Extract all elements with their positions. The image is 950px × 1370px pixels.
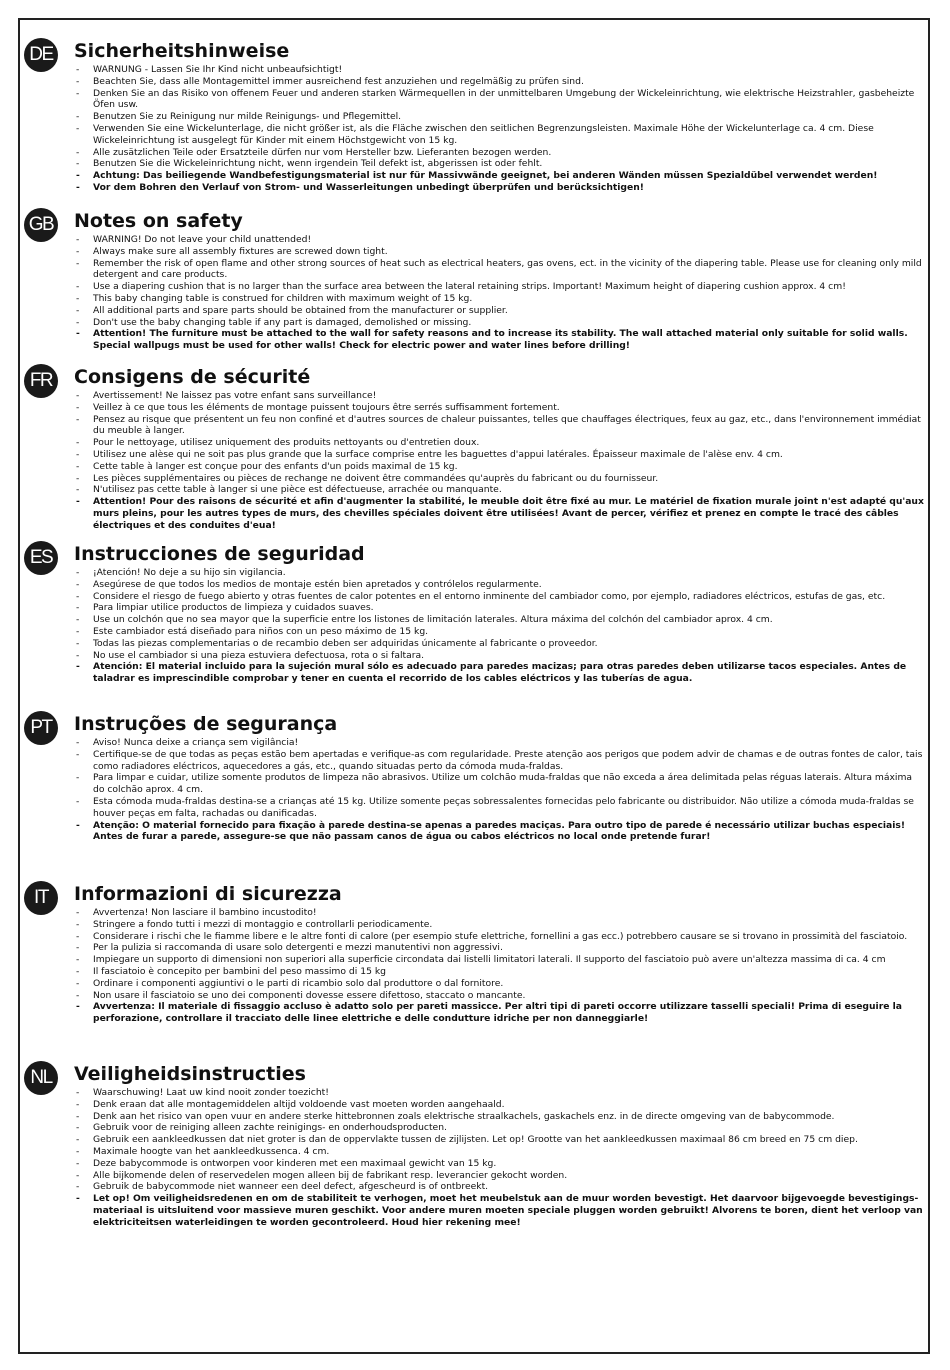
item-text: Benutzen Sie die Wickeleinrichtung nicht, wenn irgendein Teil defekt ist, abgerissen ist oder fehlt. [93, 158, 543, 170]
item-text: Avvertenza: Il materiale di fissaggio accluso è adatto solo per pareti massicce. Per altri tipi di pareti occorre utilizzare tasselli speciali! Prima di eseguire la perforazione, controllare il tracciato delle linee elettriche e delle condutture idriche per non danneggiarle! [93, 1001, 903, 1025]
item-text: Asegúrese de que todos los medios de montaje estén bien apretados y contrólelos regularmente. [93, 578, 542, 590]
list-dash: - [76, 614, 80, 626]
safety-item [74, 246, 924, 258]
safety-item [74, 281, 924, 293]
safety-item [74, 305, 924, 317]
section-title: Instruções de segurança [74, 713, 338, 735]
list-dash: - [76, 316, 80, 328]
safety-item [74, 931, 924, 943]
list-dash: - [76, 1001, 80, 1013]
item-text: N'utilisez pas cette table à langer si une pièce est défectueuse, arrachée ou manquante. [93, 484, 502, 496]
safety-warning-item [74, 496, 924, 531]
list-dash: - [76, 234, 80, 245]
list-dash: - [76, 1145, 80, 1157]
safety-item [74, 602, 924, 614]
safety-item [74, 626, 924, 638]
item-text: Avvertenza! Non lasciare il bambino incustodito! [93, 907, 317, 918]
safety-item [74, 234, 924, 246]
safety-item [74, 76, 924, 88]
safety-item [74, 954, 924, 966]
item-text: Stringere a fondo tutti i mezzi di montaggio e controllarli periodicamente. [93, 918, 433, 930]
list-dash: - [76, 146, 80, 158]
language-badge: GB [24, 208, 58, 242]
item-text: Denk eraan dat alle montagemiddelen altijd voldoende vast moeten worden aangehaald. [93, 1098, 505, 1110]
list-dash: - [76, 602, 80, 614]
section-title: Consigens de sécurité [74, 366, 311, 388]
item-text: Veillez à ce que tous les éléments de montage puissent toujours être serrés suffisamment fortement. [93, 401, 560, 413]
safety-list [74, 234, 924, 352]
safety-item [74, 1122, 924, 1134]
list-dash: - [76, 1087, 80, 1098]
list-dash: - [76, 292, 80, 304]
item-text: Use a diapering cushion that is no larger than the surface area between the lateral retaining strips. Important! Maximum height of diapering cushion approx. 4 cm! [93, 281, 846, 293]
list-dash: - [76, 472, 80, 484]
list-dash: - [76, 390, 80, 401]
section-title: Informazioni di sicurezza [74, 883, 342, 905]
language-badge: IT [24, 881, 58, 915]
item-text: This baby changing table is construed for children with maximum weight of 15 kg. [93, 292, 473, 304]
item-text: Certifique-se de que todas as peças estão bem apertadas e verifique-as com regularidade. Preste atenção aos perigos que podem advir de chamas e de outras fontes de calor, tais como radiadores eléctricos, aquecedores a gás, etc., quando situadas perto da cómoda muda-fraldas. [93, 748, 923, 772]
safety-item [74, 978, 924, 990]
section-title: Notes on safety [74, 210, 243, 232]
safety-list [74, 907, 924, 1025]
safety-item [74, 966, 924, 978]
item-text: Alle zusätzlichen Teile oder Ersatzteile dürfen nur vom Hersteller bzw. Lieferanten bezogen werden. [93, 146, 552, 158]
safety-warning-item [74, 170, 924, 182]
safety-warning-item [74, 182, 924, 194]
list-dash: - [76, 1098, 80, 1110]
language-badge: ES [24, 541, 58, 575]
item-text: Per la pulizia si raccomanda di usare solo detergenti e mezzi manutentivi non aggressivi. [93, 942, 503, 954]
list-dash: - [76, 87, 80, 99]
item-text: Avertissement! Ne laissez pas votre enfant sans surveillance! [93, 390, 377, 401]
language-badge: FR [24, 364, 58, 398]
safety-item [74, 650, 924, 662]
safety-item [74, 449, 924, 461]
item-text: Este cambiador está diseñado para niños con un peso máximo de 15 kg. [93, 625, 429, 637]
list-dash: - [76, 413, 80, 425]
list-dash: - [76, 484, 80, 496]
item-text: Beachten Sie, dass alle Montagemittel immer ausreichend fest anzuziehen und regelmäßig zu prüfen sind. [93, 75, 584, 87]
safety-item [74, 1099, 924, 1111]
item-text: Use un colchón que no sea mayor que la superficie entre los listones de limitación laterales. Altura máxima del colchón del cambiador aprox. 4 cm. [93, 614, 773, 626]
safety-item [74, 796, 924, 820]
language-badge: DE [24, 38, 58, 72]
list-dash: - [76, 954, 80, 966]
list-dash: - [76, 907, 80, 918]
list-dash: - [76, 158, 80, 170]
list-dash: - [76, 257, 80, 269]
safety-item [74, 1111, 924, 1123]
safety-item [74, 461, 924, 473]
item-text: Utilisez une alèse qui ne soit pas plus grande que la surface comprise entre les baguettes d'appui latérales. Épaisseur maximale de l'alèse env. 4 cm. [93, 448, 783, 460]
item-text: Don't use the baby changing table if any part is damaged, demolished or missing. [93, 316, 472, 328]
safety-item [74, 64, 924, 76]
language-badge: NL [24, 1061, 58, 1095]
safety-warning-item [74, 820, 924, 844]
list-dash: - [76, 930, 80, 942]
list-dash: - [76, 625, 80, 637]
item-text: Always make sure all assembly fixtures are screwed down tight. [93, 245, 388, 257]
safety-item [74, 591, 924, 603]
item-text: ¡Atención! No deje a su hijo sin vigilancia. [93, 567, 286, 578]
item-text: All additional parts and spare parts should be obtained from the manufacturer or supplier. [93, 304, 508, 316]
safety-item [74, 88, 924, 112]
list-dash: - [76, 795, 80, 807]
item-text: Remember the risk of open flame and other strong sources of heat such as electrical heaters, gas ovens, ect. in the vicinity of the diapering table. Please use for cleaning only mild detergent and care products. [93, 257, 922, 281]
safety-item [74, 737, 924, 749]
safety-item [74, 1158, 924, 1170]
item-text: Atenção: O material fornecido para fixação à parede destina-se apenas a paredes maciças. Para outro tipo de parede é necessário utilizar buchas especiais! Antes de furar a parede, assegure-se que não passam canos de água ou cabos eléctricos no local onde pretende furar! [93, 819, 906, 843]
list-dash: - [76, 567, 80, 578]
safety-list [74, 1087, 924, 1229]
safety-item [74, 638, 924, 650]
item-text: Gebruik een aankleedkussen dat niet groter is dan de oppervlakte tussen de zijlijsten. Let op! Grootte van het aankleedkussen maximaal 86 cm breed en 75 cm diep. [93, 1134, 858, 1146]
list-dash: - [76, 737, 80, 748]
safety-item [74, 317, 924, 329]
item-text: WARNING! Do not leave your child unattended! [93, 234, 312, 245]
safety-item [74, 258, 924, 282]
item-text: Para limpar e cuidar, utilize somente produtos de limpeza não abrasivos. Utilize um colchão muda-fraldas que não exceda a área delimitada pelas réguas laterais. Altura máxima do colchão aprox. 4 cm. [93, 772, 913, 796]
item-text: Il fasciatoio è concepito per bambini del peso massimo di 15 kg [93, 965, 386, 977]
list-dash: - [76, 977, 80, 989]
safety-warning-item [74, 661, 924, 685]
safety-item [74, 614, 924, 626]
safety-item [74, 567, 924, 579]
list-dash: - [76, 401, 80, 413]
list-dash: - [76, 1193, 80, 1205]
safety-warning-item [74, 328, 924, 352]
list-dash: - [76, 448, 80, 460]
item-text: Verwenden Sie eine Wickelunterlage, die nicht größer ist, als die Fläche zwischen den seitlichen Begrenzungsleisten. Maximale Höhe der Wickelunterlage ca. 4 cm. Diese Wickeleinrichtung ist ausgelegt für Kinder mit einem Höchstgewicht von 15 kg. [93, 122, 874, 146]
list-dash: - [76, 170, 80, 182]
safety-item [74, 293, 924, 305]
safety-item [74, 772, 924, 796]
item-text: Denken Sie an das Risiko von offenem Feuer und anderen starken Wärmequellen in der unmittelbaren Umgebung der Wickeleinrichtung, wie elektrische Heizstrahler, gasbeheizte Öfen usw. [93, 87, 915, 111]
item-text: Deze babycommode is ontworpen voor kinderen met een maximaal gewicht van 15 kg. [93, 1157, 497, 1169]
item-text: Considerare i rischi che le fiamme libere e le altre fonti di calore (per esempio stufe elettriche, fornellini a gas ecc.) potrebbero causare se si trovano in prossimità del fasciatoio. [93, 930, 908, 942]
list-dash: - [76, 918, 80, 930]
list-dash: - [76, 328, 80, 340]
safety-item [74, 990, 924, 1002]
safety-item [74, 414, 924, 438]
item-text: WARNUNG - Lassen Sie Ihr Kind nicht unbeaufsichtigt! [93, 64, 343, 75]
list-dash: - [76, 1169, 80, 1181]
language-badge: PT [24, 711, 58, 745]
item-text: Attention! The furniture must be attached to the wall for safety reasons and to increase its stability. The wall attached material only suitable for solid walls. Special wallpugs must be used for other walls! Check for electric power and water lines before drilling! [93, 328, 908, 352]
list-dash: - [76, 965, 80, 977]
item-text: Denk aan het risico van open vuur en andere sterke hittebronnen zoals elektrische straalkachels, gaskachels enz. in de directe omgeving van de babycommode. [93, 1110, 835, 1122]
safety-item [74, 579, 924, 591]
safety-item [74, 484, 924, 496]
safety-item [74, 749, 924, 773]
item-text: Considere el riesgo de fuego abierto y otras fuentes de calor potentes en el entorno inminente del cambiador como, por ejemplo, radiadores eléctricos, estufas de gas, etc. [93, 590, 886, 602]
safety-list [74, 567, 924, 685]
safety-item [74, 123, 924, 147]
list-dash: - [76, 1181, 80, 1193]
list-dash: - [76, 1157, 80, 1169]
safety-item [74, 1087, 924, 1099]
item-text: Non usare il fasciatoio se uno dei componenti dovesse essere difettoso, staccato o mancante. [93, 989, 526, 1001]
list-dash: - [76, 1110, 80, 1122]
item-text: Maximale hoogte van het aankleedkussenca. 4 cm. [93, 1145, 330, 1157]
item-text: Gebruik de babycommode niet wanneer een deel defect, afgescheurd is of ontbreekt. [93, 1181, 489, 1193]
list-dash: - [76, 111, 80, 123]
list-dash: - [76, 989, 80, 1001]
list-dash: - [76, 181, 80, 193]
safety-item [74, 1170, 924, 1182]
list-dash: - [76, 304, 80, 316]
item-text: Todas las piezas complementarias o de recambio deben ser adquiridas únicamente al fabricante o proveedor. [93, 637, 598, 649]
safety-warning-item [74, 1193, 924, 1228]
safety-item [74, 147, 924, 159]
safety-item [74, 402, 924, 414]
item-text: Ordinare i componenti aggiuntivi o le parti di ricambio solo dal produttore o dal fornitore. [93, 977, 504, 989]
item-text: Atención: El material incluido para la sujeción mural sólo es adecuado para paredes macizas; para otras paredes deben utilizarse tacos especiales. Antes de taladrar es imprescindible comprobar y tener en cuenta el recorrido de los cables eléctricos y las tuberías de agua. [93, 661, 907, 685]
safety-item [74, 942, 924, 954]
safety-item [74, 111, 924, 123]
list-dash: - [76, 1122, 80, 1134]
safety-item [74, 158, 924, 170]
item-text: Benutzen Sie zu Reinigung nur milde Reinigungs- und Pflegemittel. [93, 111, 402, 123]
list-dash: - [76, 590, 80, 602]
item-text: Waarschuwing! Laat uw kind nooit zonder toezicht! [93, 1087, 329, 1098]
list-dash: - [76, 578, 80, 590]
list-dash: - [76, 460, 80, 472]
safety-list [74, 390, 924, 532]
safety-item [74, 390, 924, 402]
list-dash: - [76, 748, 80, 760]
list-dash: - [76, 819, 80, 831]
item-text: Para limpiar utilice productos de limpieza y cuidados suaves. [93, 602, 374, 614]
list-dash: - [76, 637, 80, 649]
list-dash: - [76, 649, 80, 661]
safety-item [74, 437, 924, 449]
item-text: Attention! Pour des raisons de sécurité et afin d'augmenter la stabilité, le meuble doit être fixé au mur. Le matériel de fixation murale joint n'est adapté qu'aux murs pleins, pour les autres types de murs, des chevilles spéciales doivent être utilisées! Avant de percer, vérifiez et prenez en compte le tracé des câbles électriques et des conduites d'eua! [93, 496, 924, 531]
item-text: Let op! Om veiligheidsredenen en om de stabiliteit te verhogen, moet het meubelstuk aan de muur worden bevestigt. Het daarvoor bijgevoegde bevestigings-materiaal is uitsluitend voor massieve muren geschikt. Voor andere muren moeten speciale pluggen worden gebruikt! Alvorens te boren, dient het verloop van elektriciteitsen waterleidingen te worden gecontroleerd. Houd hier rekening mee! [93, 1193, 923, 1228]
item-text: Aviso! Nunca deixe a criança sem vigilância! [93, 737, 299, 748]
list-dash: - [76, 245, 80, 257]
item-text: Cette table à langer est conçue pour des enfants d'un poids maximal de 15 kg. [93, 460, 458, 472]
list-dash: - [76, 772, 80, 784]
item-text: Impiegare un supporto di dimensioni non superiori alla superficie circondata dai listelli limitatori laterali. Il supporto del fasciatoio può avere un'altezza massima di ca. 4 cm [93, 954, 886, 966]
safety-item [74, 907, 924, 919]
list-dash: - [76, 661, 80, 673]
list-dash: - [76, 1134, 80, 1146]
safety-warning-item [74, 1001, 924, 1025]
list-dash: - [76, 281, 80, 293]
safety-item [74, 919, 924, 931]
item-text: Pensez au risque que présentent un feu non confiné et d'autres sources de chaleur puissantes, telles que chauffages électriques, feux au gaz, etc., dans l'environnement immédiat du meuble à langer. [93, 413, 921, 437]
safety-list [74, 64, 924, 194]
list-dash: - [76, 942, 80, 954]
item-text: Les pièces supplémentaires ou pièces de rechange ne doivent être commandées qu'auprès du fabricant ou du fournisseur. [93, 472, 659, 484]
item-text: Gebruik voor de reiniging alleen zachte reinigings- en onderhoudsproducten. [93, 1122, 447, 1134]
item-text: Vor dem Bohren den Verlauf von Strom- und Wasserleitungen unbedingt überprüfen und berücksichtigen! [93, 181, 644, 193]
list-dash: - [76, 122, 80, 134]
section-title: Sicherheitshinweise [74, 40, 290, 62]
item-text: No use el cambiador si una pieza estuviera defectuosa, rota o si faltara. [93, 649, 425, 661]
safety-item [74, 1146, 924, 1158]
list-dash: - [76, 64, 80, 75]
safety-item [74, 1181, 924, 1193]
safety-list [74, 737, 924, 843]
list-dash: - [76, 75, 80, 87]
safety-item [74, 473, 924, 485]
safety-item [74, 1134, 924, 1146]
section-title: Instrucciones de seguridad [74, 543, 365, 565]
item-text: Alle bijkomende delen of reservedelen mogen alleen bij de fabrikant resp. leverancier gekocht worden. [93, 1169, 568, 1181]
item-text: Achtung: Das beiliegende Wandbefestigungsmaterial ist nur für Massivwände geeignet, bei anderen Wänden müssen Spezialdübel verwendet werden! [93, 170, 878, 182]
item-text: Pour le nettoyage, utilisez uniquement des produits nettoyants ou d'entretien doux. [93, 437, 480, 449]
section-title: Veiligheidsinstructies [74, 1063, 306, 1085]
item-text: Esta cómoda muda-fraldas destina-se a crianças até 15 kg. Utilize somente peças sobressalentes fornecidas pelo fabricante ou distribuidor. Não utilize a cómoda muda-fraldas se houver peças em falta, rachadas ou danificadas. [93, 795, 914, 819]
list-dash: - [76, 496, 80, 508]
list-dash: - [76, 437, 80, 449]
